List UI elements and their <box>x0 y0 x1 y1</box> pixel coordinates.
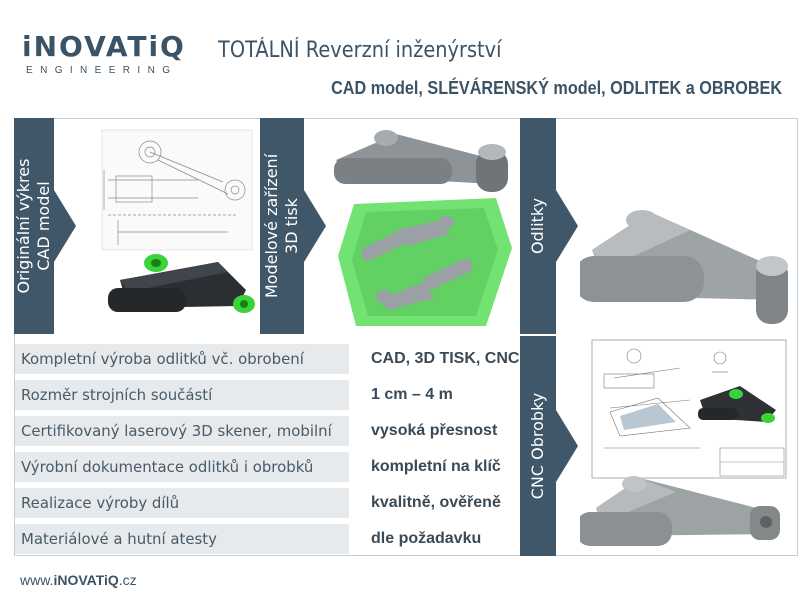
company-logo <box>22 30 198 80</box>
feature-value: 1 cm – 4 m <box>371 386 453 403</box>
feature-label: Výrobní dokumentace odlitků i obrobků <box>15 452 349 482</box>
casting-panel <box>580 120 796 332</box>
feature-row <box>15 488 519 518</box>
feature-label: Kompletní výroba odlitků vč. obrobení <box>15 344 349 374</box>
feature-table <box>15 340 519 554</box>
feature-label: Materiálové a hutní atesty <box>15 524 349 554</box>
feature-row <box>15 524 519 554</box>
machining-drawing-image <box>592 340 786 478</box>
machined-part-image <box>580 476 780 546</box>
cnc-images <box>580 338 796 554</box>
feature-value: vysoká přesnost <box>371 422 498 439</box>
feature-row <box>15 416 519 446</box>
drawing-cad-panel <box>78 120 256 332</box>
chevron-arrow-icon <box>54 190 76 262</box>
stage-strip-pattern <box>260 118 304 334</box>
stage-strip-drawing <box>14 118 54 334</box>
cad-model-image <box>108 254 255 313</box>
stage-label-pattern: Modelové zařízení 3D tisk <box>262 153 301 299</box>
page-title: TOTÁLNÍ Reverzní inženýrství <box>218 38 502 63</box>
page-subtitle: CAD model, SLÉVÁRENSKÝ model, ODLITEK a OBROBEK <box>331 78 782 98</box>
stage-label-cnc: CNC Obrobky <box>528 392 547 500</box>
stage-label-castings: Odlitky <box>528 197 547 255</box>
stage-label-drawing: Originální výkres CAD model <box>14 158 53 294</box>
casting-part-image <box>334 130 508 192</box>
feature-label: Rozměr strojních součástí <box>15 380 349 410</box>
website-brand: iNOVATiQ <box>53 572 119 588</box>
feature-row <box>15 380 519 410</box>
logo-wordmark: iNOVATiQ <box>22 30 186 63</box>
printed-mold-image <box>338 198 512 326</box>
technical-drawing-image <box>78 120 256 332</box>
casting-photo <box>580 120 796 332</box>
chevron-arrow-icon <box>304 190 326 262</box>
chevron-arrow-icon <box>556 190 578 262</box>
feature-label: Certifikovaný laserový 3D skener, mobilní <box>15 416 349 446</box>
pattern-panel <box>326 120 518 332</box>
website-prefix: www. <box>20 572 54 588</box>
pattern-images <box>326 120 518 332</box>
stage-strip-castings <box>520 118 556 334</box>
feature-label: Realizace výroby dílů <box>15 488 349 518</box>
stage-strip-cnc <box>520 336 556 556</box>
feature-value: kvalitně, ověřeně <box>371 494 501 511</box>
feature-row <box>15 452 519 482</box>
chevron-arrow-icon <box>556 410 578 482</box>
website-suffix: .cz <box>118 572 137 588</box>
feature-value: kompletní na klíč <box>371 458 501 475</box>
website-link[interactable] <box>20 572 137 588</box>
feature-value: CAD, 3D TISK, CNC <box>371 350 520 367</box>
feature-row <box>15 344 519 374</box>
logo-tagline: ENGINEERING <box>26 65 178 76</box>
cnc-panel <box>580 338 796 554</box>
feature-value: dle požadavku <box>371 530 482 547</box>
